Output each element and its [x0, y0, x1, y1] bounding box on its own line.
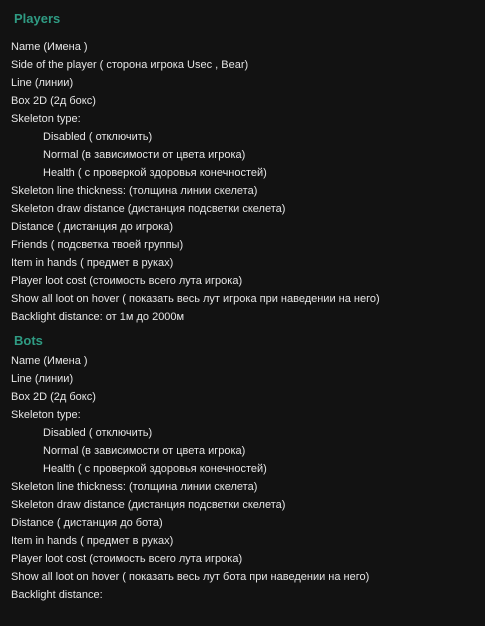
bots-item: Box 2D (2д бокс) — [11, 391, 96, 403]
bots-item: Player loot cost (стоимость всего лута игрока) — [11, 553, 243, 565]
players-item: Player loot cost (стоимость всего лута игрока) — [11, 275, 243, 287]
bots-sub-item: Health ( с проверкой здоровья конечностей) — [43, 463, 267, 475]
bots-sub-item: Normal (в зависимости от цвета игрока) — [43, 445, 246, 457]
bots-item: Line (линии) — [11, 373, 74, 385]
players-heading: Players — [14, 11, 61, 26]
players-item: Skeleton line thickness: (толщина линии скелета) — [11, 185, 258, 197]
players-feature-list — [11, 38, 485, 326]
bots-item: Distance ( дистанция до бота) — [11, 517, 163, 529]
players-item: Skeleton draw distance (дистанция подсветки скелета) — [11, 203, 286, 215]
players-sub-item: Disabled ( отключить) — [43, 131, 153, 143]
bots-item: Backlight distance: — [11, 589, 103, 601]
bots-item: Skeleton draw distance (дистанция подсветки скелета) — [11, 499, 286, 511]
players-item: Box 2D (2д бокс) — [11, 95, 96, 107]
bots-item: Show all loot on hover ( показать весь лут бота при наведении на него) — [11, 571, 370, 583]
players-sub-item: Health ( с проверкой здоровья конечностей) — [43, 167, 267, 179]
bots-heading: Bots — [14, 333, 43, 348]
players-item: Skeleton type: — [11, 113, 81, 125]
players-item: Item in hands ( предмет в руках) — [11, 257, 174, 269]
players-item: Friends ( подсветка твоей группы) — [11, 239, 184, 251]
players-item: Backlight distance: от 1м до 2000м — [11, 311, 185, 323]
players-item: Show all loot on hover ( показать весь лут игрока при наведении на него) — [11, 293, 380, 305]
players-item: Side of the player ( сторона игрока Usec , Bear) — [11, 59, 249, 71]
players-item: Name (Имена ) — [11, 41, 88, 53]
players-item: Line (линии) — [11, 77, 74, 89]
players-item: Distance ( дистанция до игрока) — [11, 221, 174, 233]
bots-feature-list — [11, 352, 485, 604]
bots-item: Name (Имена ) — [11, 355, 88, 367]
bots-item: Item in hands ( предмет в руках) — [11, 535, 174, 547]
players-sub-item: Normal (в зависимости от цвета игрока) — [43, 149, 246, 161]
bots-sub-item: Disabled ( отключить) — [43, 427, 153, 439]
bots-item: Skeleton line thickness: (толщина линии скелета) — [11, 481, 258, 493]
bots-item: Skeleton type: — [11, 409, 81, 421]
